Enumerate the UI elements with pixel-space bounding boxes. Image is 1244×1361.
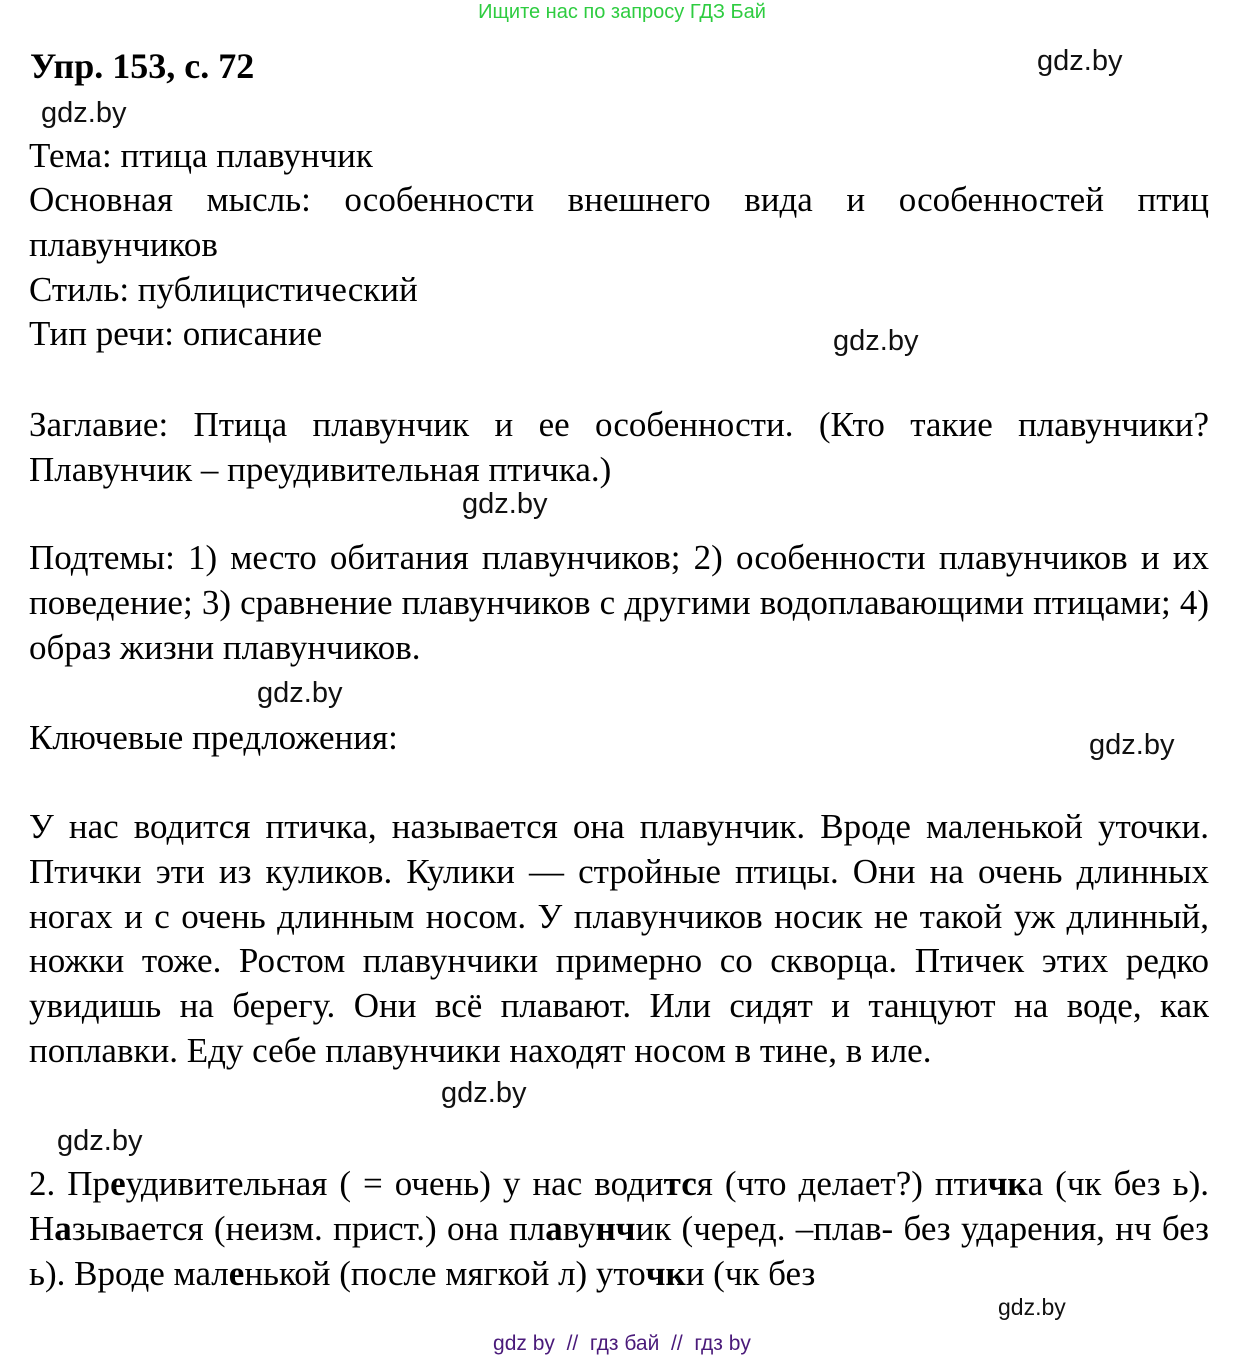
watermark: gdz.by: [441, 1077, 527, 1109]
watermark: gdz.by: [1089, 729, 1175, 761]
topic-line: Тема: птица плавунчик: [29, 136, 373, 175]
search-banner: Ищите нас по запросу ГДЗ Бай: [478, 1, 766, 23]
text-segment: 2. Пр: [29, 1164, 111, 1203]
highlighted-letters: тс: [663, 1164, 697, 1203]
text-segment: удивительная ( = очень) у нас води: [125, 1164, 664, 1203]
highlighted-letters: а: [54, 1208, 72, 1248]
key-sentences-label: Ключевые предложения:: [29, 718, 398, 757]
exercise-title: Упр. 153, с. 72: [30, 46, 255, 86]
watermark: gdz.by: [1037, 45, 1123, 77]
text-segment: ву: [562, 1208, 596, 1248]
style-line: Стиль: публицистический: [29, 270, 418, 309]
main-idea-paragraph: Основная мысль: особенности внешнего вида и особенностей птиц плавунчиков: [29, 180, 1209, 264]
text-segment: и (чк без: [685, 1253, 816, 1293]
watermark: gdz.by: [57, 1125, 143, 1157]
highlighted-letters: нч: [595, 1208, 636, 1248]
subtopics-paragraph: Подтемы: 1) место обитания плавунчиков; 2) особенности плавунчиков и их поведение; 3) сравнение плавунчиков с другими водоплавающими птицами; 4) образ жизни плавунчиков.: [29, 538, 1209, 667]
watermark: gdz.by: [257, 677, 343, 709]
watermark: gdz.by: [41, 97, 127, 129]
watermark: gdz.by: [462, 488, 548, 520]
exercise-2-paragraph: [29, 1162, 1209, 1296]
highlighted-letters: е: [110, 1164, 126, 1203]
watermark: gdz.by: [998, 1294, 1066, 1320]
text-segment: ударения, нч без ь). Вроде мал: [29, 1208, 1209, 1293]
highlighted-letters: а: [545, 1208, 563, 1248]
text-segment: нькой (после мягкой л) уто: [244, 1253, 646, 1293]
text-segment: ик (черед. –плав- без: [635, 1208, 951, 1248]
highlighted-letters: е: [228, 1253, 245, 1293]
heading-paragraph: Заглавие: Птица плавунчик и ее особенности. (Кто такие плавунчики? Плавунчик – преудивительная птичка.): [29, 405, 1209, 489]
watermark: gdz.by: [833, 325, 919, 357]
text-segment: а (чк: [1027, 1164, 1102, 1203]
highlighted-letters: чк: [987, 1164, 1028, 1203]
text-segment: я (что делает?) пти: [696, 1164, 988, 1203]
text-passage: У нас водится птичка, называется она плавунчик. Вроде маленькой уточки. Птички эти из куликов. Кулики — стройные птицы. Они на очень длинных ногах и с очень длинным носом. У плавунчиков носик не такой уж длинный, ножки тоже. Ростом плавунчики примерно со скворца. Птичек этих редко увидишь на берегу. Они всё плавают. Или сидят и танцуют на воде, как поплавки. Еду себе плавунчики находят носом в тине, в иле.: [29, 807, 1209, 1070]
text-segment: без ь). Н: [29, 1164, 1210, 1248]
speech-type-line: Тип речи: описание: [29, 314, 323, 353]
footer-links: gdz by // гдз бай // гдз by: [493, 1332, 751, 1355]
highlighted-letters: чк: [645, 1253, 686, 1293]
text-segment: зывается (неизм. прист.) она пл: [71, 1208, 546, 1248]
